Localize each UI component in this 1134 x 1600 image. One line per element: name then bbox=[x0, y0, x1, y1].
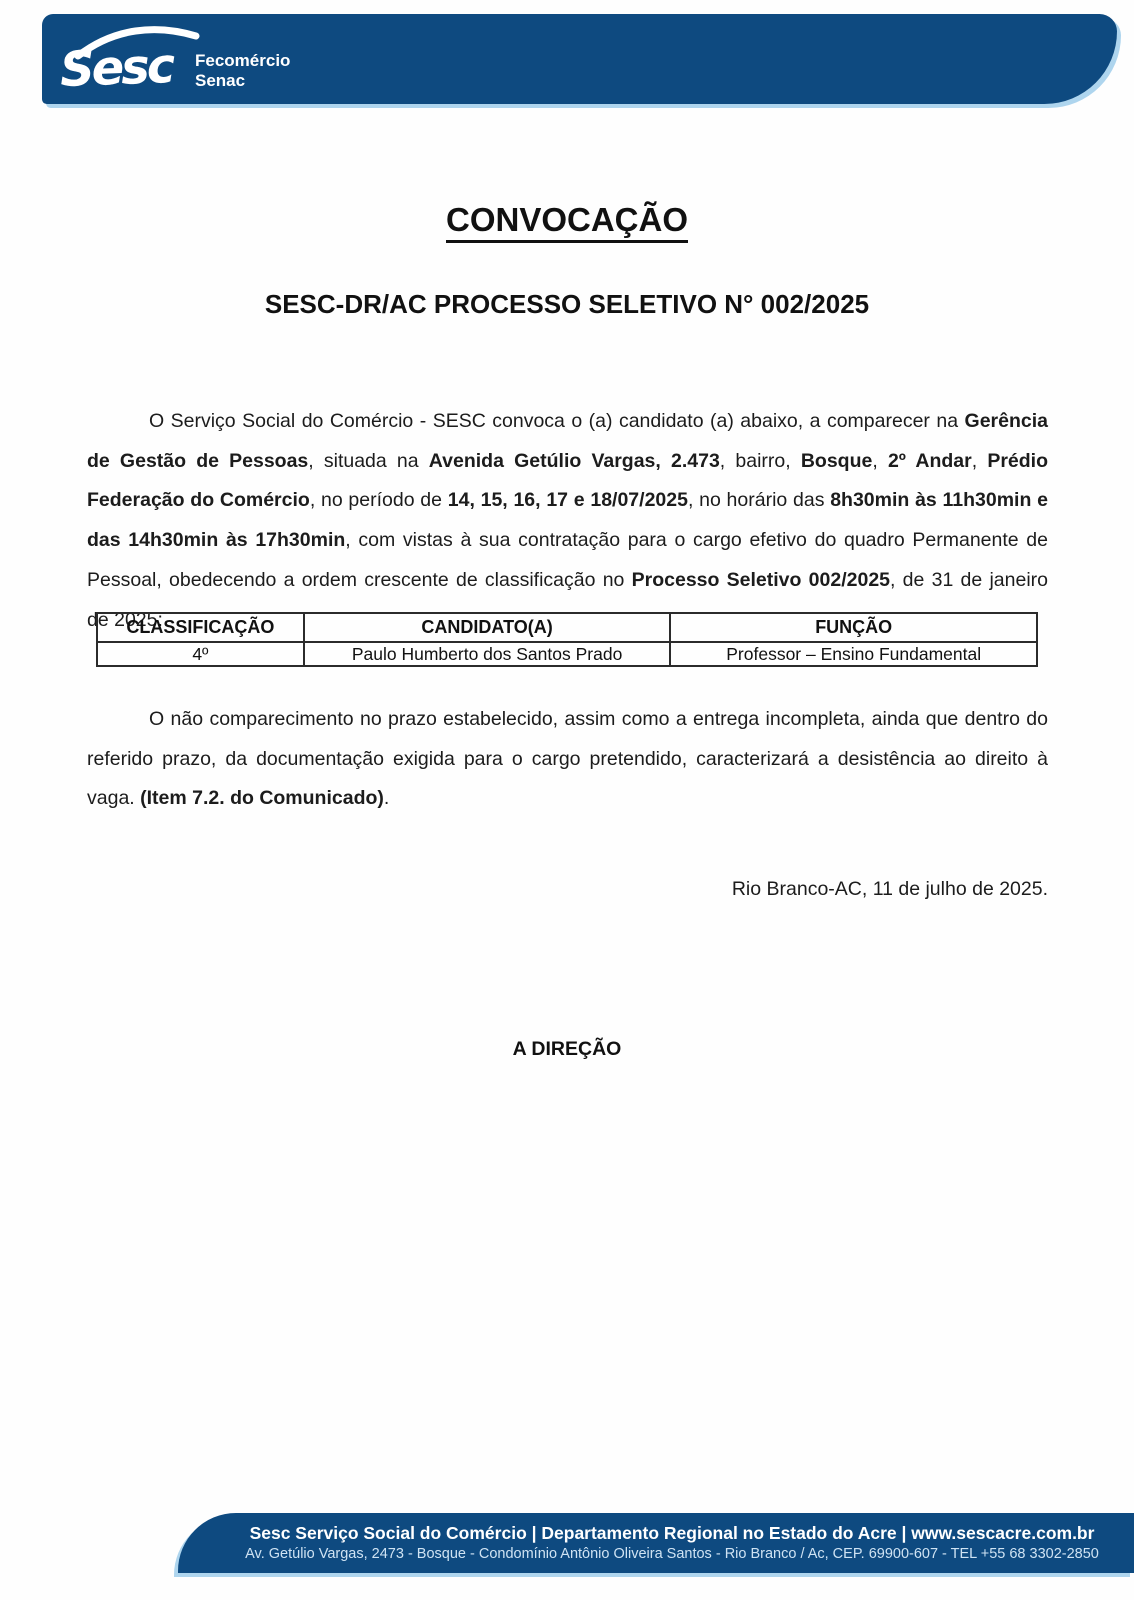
text-segment: Gerência de Gestão de Pessoas bbox=[87, 410, 1048, 472]
text-segment: , de 31 de janeiro de 2025: bbox=[87, 568, 1048, 631]
footer-address-line: Av. Getúlio Vargas, 2473 - Bosque - Condomínio Antônio Oliveira Santos - Rio Branco / Ac, CEP. 69900-607 - TEL +55 68 3302-2850 bbox=[245, 1546, 1099, 1562]
text-segment: , bbox=[971, 449, 988, 472]
table-header-cell: CLASSIFICAÇÃO bbox=[97, 613, 304, 642]
sesc-wordmark: Sesc bbox=[59, 38, 174, 98]
candidates-table bbox=[96, 612, 1038, 667]
text-segment: 8h30min às 11h30min e das 14h30min às 17h30min bbox=[87, 489, 1048, 552]
date-line: Rio Branco-AC, 11 de julho de 2025. bbox=[731, 878, 1048, 900]
fecomercio-label: Fecomércio bbox=[195, 51, 291, 70]
logo-sublabels bbox=[195, 51, 290, 91]
text-segment: (Item 7.2. do Comunicado) bbox=[140, 787, 384, 810]
page-subtitle: SESC-DR/AC PROCESSO SELETIVO N° 002/2025 bbox=[264, 289, 870, 319]
text-segment: Bosque bbox=[800, 449, 873, 472]
text-segment: 2º Andar bbox=[887, 449, 972, 472]
sesc-logo bbox=[42, 14, 372, 104]
header-banner bbox=[42, 14, 1117, 104]
table-cell: 4º bbox=[97, 642, 304, 666]
table-header-row bbox=[97, 613, 1037, 642]
senac-label: Senac bbox=[195, 71, 246, 90]
text-segment: Processo Seletivo 002/2025 bbox=[631, 568, 891, 591]
page-title-text: CONVOCAÇÃO bbox=[446, 201, 688, 243]
table-cell: Professor – Ensino Fundamental bbox=[670, 642, 1037, 666]
table-header-cell: FUNÇÃO bbox=[670, 613, 1037, 642]
footer-banner bbox=[178, 1513, 1134, 1573]
table-cell: Paulo Humberto dos Santos Prado bbox=[304, 642, 671, 666]
text-segment: Avenida Getúlio Vargas, 2.473 bbox=[428, 449, 720, 472]
text-segment: O não comparecimento no prazo estabelecido, assim como a entrega incompleta, ainda que dentro do referido prazo, da documentação exigida para o cargo pretendido, caracterizará a desistência ao direito à vaga. bbox=[87, 708, 1048, 810]
text-segment: 14, 15, 16, 17 e 18/07/2025 bbox=[447, 489, 688, 512]
text-segment: , bbox=[872, 449, 888, 472]
footer-org-line: Sesc Serviço Social do Comércio | Departamento Regional no Estado do Acre | www.sescacre.com.br bbox=[249, 1523, 1095, 1543]
page-title bbox=[0, 200, 1134, 240]
text-segment: , bairro, bbox=[719, 449, 801, 472]
paragraph-convocation bbox=[87, 402, 1048, 640]
text-segment: . bbox=[383, 787, 390, 810]
text-segment: O Serviço Social do Comércio - SESC convoca o (a) candidato (a) abaixo, a comparecer na bbox=[149, 410, 965, 432]
table-row bbox=[97, 642, 1037, 666]
text-segment: , situada na bbox=[308, 449, 429, 472]
table-header-cell: CANDIDATO(A) bbox=[304, 613, 671, 642]
text-segment: , com vistas à sua contratação para o cargo efetivo do quadro Permanente de Pessoal, obedecendo a ordem crescente de classificação no bbox=[87, 529, 1049, 591]
text-segment: , no período de bbox=[309, 489, 448, 512]
paragraph-warning bbox=[87, 700, 1048, 819]
text-segment: , no horário das bbox=[687, 489, 831, 512]
text-segment: Prédio Federação do Comércio bbox=[87, 449, 1048, 512]
signature-line: A DIREÇÃO bbox=[512, 1038, 622, 1060]
